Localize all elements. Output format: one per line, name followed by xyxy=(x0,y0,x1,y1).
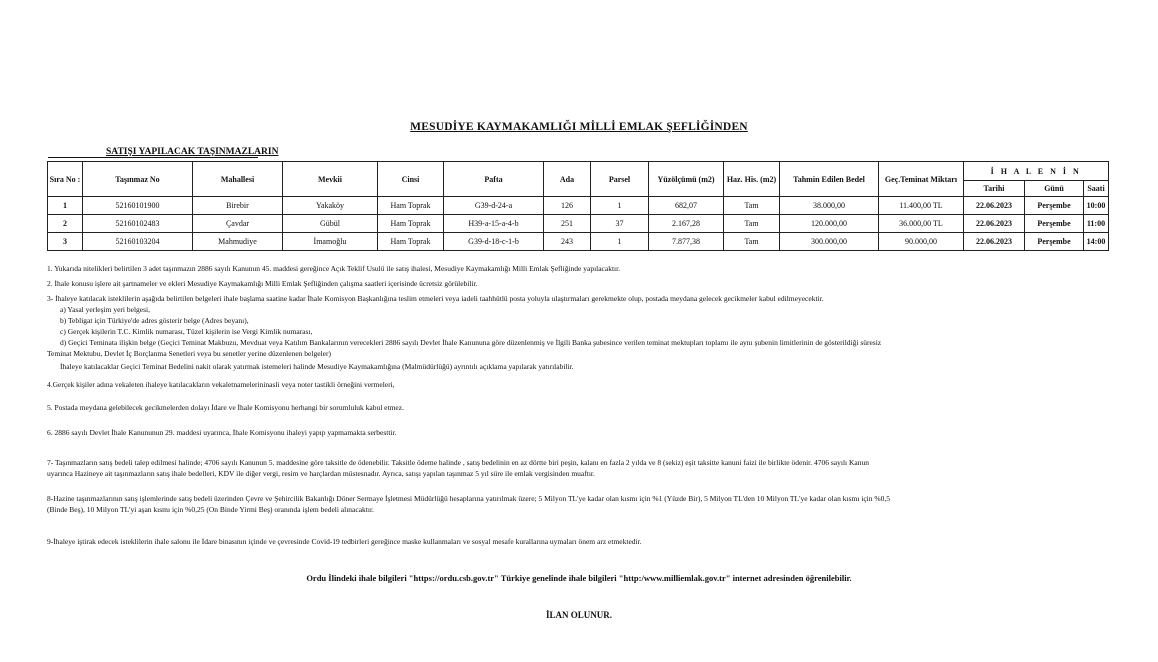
property-table xyxy=(47,161,1109,251)
header-parsel: Parsel xyxy=(591,162,649,197)
cell-saati: 10:00 xyxy=(1084,197,1109,215)
note-7: 7- Taşınmazların satış bedeli talep edilmesi halinde; 4706 sayılı Kanunun 5. maddesine göre taksitle de ödenebilir. Taksitle ödeme halinde , satış bedelinin en az dörtte biri peşin, kalanı en fazla 2 yılda ve 8 (sekiz) eşit taksitte kanuni faizi ile birlikte ödenir. 4706 sayılı Kanun xyxy=(47,458,869,467)
cell-tahmin: 300.000,00 xyxy=(780,233,879,251)
cell-cinsi: Ham Toprak xyxy=(378,197,444,215)
header-saati: Saati xyxy=(1084,181,1109,197)
cell-saati: 11:00 xyxy=(1084,215,1109,233)
table-row xyxy=(48,215,1109,233)
cell-parsel: 37 xyxy=(591,215,649,233)
header-tasinmaz: Taşınmaz No xyxy=(83,162,193,197)
cell-pafta: G39-d-18-c-1-b xyxy=(444,233,544,251)
cell-tasinmaz: 52160103204 xyxy=(83,233,193,251)
header-pafta: Pafta xyxy=(444,162,544,197)
note-5: 5. Postada meydana gelebilecek gecikmelerden dolayı İdare ve İhale Komisyonu herhangi bir sorumluluk kabul etmez. xyxy=(47,403,404,412)
note-3c: c) Gerçek kişilerin T.C. Kimlik numarası, Tüzel kişilerin ise Vergi Kimlik numarası, xyxy=(60,327,313,336)
note-4: 4.Gerçek kişiler adına vekaleten ihaleye katılacakların vekaletnamelerininasli veya noter tastikli örneğini vermeleri, xyxy=(47,380,395,389)
cell-gunu: Perşembe xyxy=(1025,215,1084,233)
cell-mevkii: İmamoğlu xyxy=(283,233,378,251)
cell-sira: 2 xyxy=(48,215,83,233)
cell-cinsi: Ham Toprak xyxy=(378,215,444,233)
table-row xyxy=(48,233,1109,251)
header-mevkii: Mevkii xyxy=(283,162,378,197)
cell-pafta: H39-a-15-a-4-b xyxy=(444,215,544,233)
footer-info: Ordu İlindeki ihale bilgileri "https://ordu.csb.gov.tr" Türkiye genelinde ihale bilgileri "http:/www.milliemlak.gov.tr" internet adresinden öğrenilebilir. xyxy=(306,573,852,583)
cell-tarihi: 22.06.2023 xyxy=(964,215,1025,233)
cell-cinsi: Ham Toprak xyxy=(378,233,444,251)
header-cinsi: Cinsi xyxy=(378,162,444,197)
cell-sira: 3 xyxy=(48,233,83,251)
note-6: 6. 2886 sayılı Devlet İhale Kanununun 29. maddesi uyarınca, İhale Komisyonu ihaleyi yapıp yapmamakta serbesttir. xyxy=(47,428,397,437)
cell-mahallesi: Mahmudiye xyxy=(193,233,283,251)
cell-tasinmaz: 52160101900 xyxy=(83,197,193,215)
cell-ada: 251 xyxy=(544,215,591,233)
header-mahallesi: Mahallesi xyxy=(193,162,283,197)
cell-ada: 243 xyxy=(544,233,591,251)
subtitle-rule xyxy=(48,157,258,158)
note-3d-cont: Teminat Mektubu, Devlet İç Borçlanma Senetleri veya bu senetler yerine düzenlenen belgeler) xyxy=(47,349,331,358)
header-ihale: İ H A L E N İ N xyxy=(964,162,1109,181)
cell-hazhis: Tam xyxy=(724,197,780,215)
header-tahmin: Tahmin Edilen Bedel xyxy=(780,162,879,197)
cell-yuzolcumu: 682,07 xyxy=(649,197,724,215)
cell-parsel: 1 xyxy=(591,197,649,215)
cell-sira: 1 xyxy=(48,197,83,215)
closing-line: İLAN OLUNUR. xyxy=(545,610,612,620)
note-3e: İhaleye katılacaklar Geçici Teminat Bedelini nakit olarak yatırmak istemeleri halinde Mesudiye Kaymakamlığına (Malmüdürlüğü) ayrıntılı açıklama yapılarak yatırılabilir. xyxy=(60,362,574,371)
header-hazhis: Haz. His. (m2) xyxy=(724,162,780,197)
note-3a: a) Yasal yerleşim yeri belgesi, xyxy=(60,305,150,314)
page-title: MESUDİYE KAYMAKAMLIĞI MİLLİ EMLAK ŞEFLİĞİNDEN xyxy=(410,121,748,133)
cell-mevkii: Gübül xyxy=(283,215,378,233)
note-3b: b) Tebligat için Türkiye'de adres gösterir belge (Adres beyanı), xyxy=(60,316,249,325)
header-tarihi: Tarihi xyxy=(964,181,1025,197)
cell-tarihi: 22.06.2023 xyxy=(964,197,1025,215)
header-gunu: Günü xyxy=(1025,181,1084,197)
cell-yuzolcumu: 7.877,38 xyxy=(649,233,724,251)
table-row xyxy=(48,197,1109,215)
cell-gunu: Perşembe xyxy=(1025,233,1084,251)
cell-tahmin: 38.000,00 xyxy=(780,197,879,215)
cell-yuzolcumu: 2.167,28 xyxy=(649,215,724,233)
cell-teminat: 11.400,00 TL xyxy=(879,197,964,215)
note-1: 1. Yukarıda nitelikleri belirtilen 3 adet taşınmazın 2886 sayılı Kanunun 45. maddesi gereğince Açık Teklif Usulü ile satış ihalesi, Mesudiye Kaymakamlığı Milli Emlak Şefliğinde yapılacaktır. xyxy=(47,264,621,273)
cell-saati: 14:00 xyxy=(1084,233,1109,251)
note-8-cont: (Binde Beş), 10 Milyon TL'yi aşan kısmı için %0,25 (On Binde Yirmi Beş) oranında işlem bedeli alınacaktır. xyxy=(47,505,374,514)
note-9: 9-İhaleye iştirak edecek isteklilerin ihale salonu ile İdare binasının içinde ve çevresinde Covid-19 tedbirleri gereğince maske kullanmaları ve sosyal mesafe kurallarına uymaları önem arz etmektedir. xyxy=(47,537,642,546)
cell-tasinmaz: 52160102483 xyxy=(83,215,193,233)
cell-tarihi: 22.06.2023 xyxy=(964,233,1025,251)
note-8: 8-Hazine taşınmazlarının satış işlemlerinde satış bedeli üzerinden Çevre ve Şehircilik Bakanlığı Döner Sermaye İşletmesi Müdürlüğü hesaplarına yatırılmak üzere; 5 Milyon TL'ye kadar olan kısmı için %1 (Yüzde Bir), 5 Milyon TL'den 10 Milyon TL'ye kadar olan kısmı için %0,5 xyxy=(47,494,891,503)
cell-mahallesi: Çavdar xyxy=(193,215,283,233)
cell-gunu: Perşembe xyxy=(1025,197,1084,215)
cell-tahmin: 120.000,00 xyxy=(780,215,879,233)
cell-teminat: 36.000,00 TL xyxy=(879,215,964,233)
note-3: 3- İhaleye katılacak isteklilerin aşağıda belirtilen belgeleri ihale başlama saatine kadar İhale Komisyon Başkanlığına teslim etmeleri veya iadeli taahhütlü posta yoluyla ulaştırmaları gerekmekte olup, postada meydana gelecek gecikmeler kabul edilmeyecektir. xyxy=(47,294,824,303)
note-7-cont: uyarınca Hazineye ait taşınmazların satış ihale bedelleri, KDV ile diğer vergi, resim ve harçlardan müstesnadır. Ayrıca, satışı yapılan taşınmaz 5 yıl süre ile emlak vergisinden muaftır. xyxy=(47,469,595,478)
note-2: 2. İhale konusu işlere ait şartnameler ve ekleri Mesudiye Kaymakamlığı Milli Emlak Şefliğinden çalışma saatleri içerisinde ücretsiz görülebilir. xyxy=(47,279,478,288)
cell-mevkii: Yakaköy xyxy=(283,197,378,215)
cell-pafta: G39-d-24-a xyxy=(444,197,544,215)
cell-parsel: 1 xyxy=(591,233,649,251)
cell-teminat: 90.000,00 xyxy=(879,233,964,251)
note-3d: d) Geçici Teminata ilişkin belge (Geçici Teminat Makbuzu, Mevduat veya Katılım Bankalarının verecekleri 2886 sayılı Devlet İhale Kanununa göre düzenlenmiş ve İlgili Banka şubesince verilen teminat mektupları toplamı ile aynı şubenin limitlerinin de gösterildiği süresiz xyxy=(60,338,882,347)
header-teminat: Geç.Teminat Miktarı xyxy=(879,162,964,197)
header-sira: Sıra No : xyxy=(48,162,83,197)
cell-hazhis: Tam xyxy=(724,215,780,233)
cell-mahallesi: Birebir xyxy=(193,197,283,215)
table-subtitle: SATIŞI YAPILACAK TAŞINMAZLARIN xyxy=(106,147,279,157)
cell-ada: 126 xyxy=(544,197,591,215)
cell-hazhis: Tam xyxy=(724,233,780,251)
header-ada: Ada xyxy=(544,162,591,197)
header-yuzolcumu: Yüzölçümü (m2) xyxy=(649,162,724,197)
